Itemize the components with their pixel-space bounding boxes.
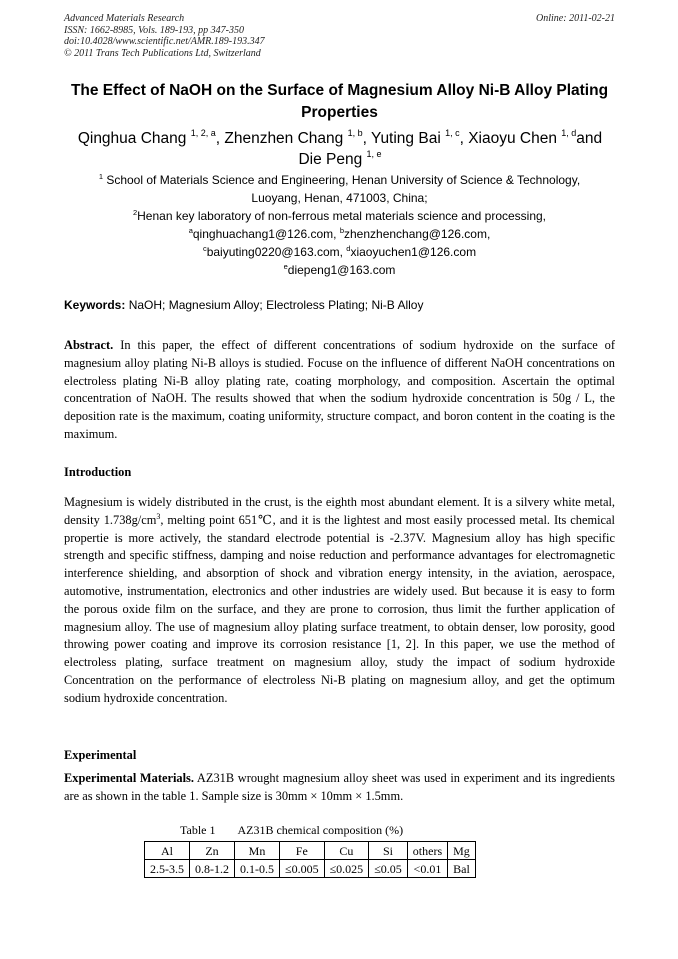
author-name: , Yuting Bai <box>362 130 441 147</box>
table-cell: 0.1-0.5 <box>235 860 280 878</box>
email-link[interactable]: zhenzhenchang@126.com, <box>344 227 491 241</box>
email-line-2 <box>64 243 615 261</box>
keywords-text: NaOH; Magnesium Alloy; Electroless Plating; Ni-B Alloy <box>125 298 424 312</box>
affiliation-2 <box>64 207 615 225</box>
affiliation-1 <box>64 171 615 189</box>
table-title: AZ31B chemical composition (%) <box>237 823 404 837</box>
table-caption <box>180 823 403 838</box>
keywords-label: Keywords: <box>64 298 126 312</box>
table-header-cell: others <box>407 842 447 860</box>
table-cell: ≤0.025 <box>324 860 369 878</box>
issn-line: ISSN: 1662-8985, Vols. 189-193, pp 347-350 <box>64 24 244 36</box>
table-header-cell: Al <box>145 842 190 860</box>
table-cell: <0.01 <box>407 860 447 878</box>
introduction-heading: Introduction <box>64 465 132 479</box>
author-name: Die Peng <box>298 151 363 168</box>
email-line-3 <box>64 261 615 279</box>
author-affil-mark: 1, b <box>347 128 363 138</box>
abstract-paragraph <box>64 337 615 444</box>
email-mark: d <box>346 244 351 253</box>
table-cell: 2.5-3.5 <box>145 860 190 878</box>
author-affil-mark: 1, d <box>561 128 577 138</box>
table-header-cell: Mg <box>448 842 476 860</box>
table-header-cell: Si <box>369 842 408 860</box>
email-mark: b <box>339 226 344 235</box>
author-name: Qinghua Chang <box>77 130 187 147</box>
table-header-cell: Mn <box>235 842 280 860</box>
table-header-row <box>145 842 476 860</box>
copyright-line: © 2011 Trans Tech Publications Ltd, Switzerland <box>64 47 261 59</box>
email-link[interactable]: xiaoyuchen1@126.com <box>350 245 477 259</box>
online-date: Online: 2011-02-21 <box>536 13 615 24</box>
journal-name: Advanced Materials Research <box>64 13 185 24</box>
table-number: Table 1 <box>180 823 216 837</box>
composition-table <box>144 841 476 878</box>
email-line-1 <box>64 225 615 243</box>
author-line-2 <box>60 149 620 170</box>
paper-title: The Effect of NaOH on the Surface of Magnesium Alloy Ni-B Alloy Plating Properties <box>70 82 609 121</box>
page-header <box>64 13 615 59</box>
author-affil-mark: 1, e <box>366 149 382 159</box>
doi-line: doi:10.4028/www.scientific.net/AMR.189-193.347 <box>64 36 265 47</box>
author-name: , Xiaoyu Chen <box>459 130 557 147</box>
email-link[interactable]: baiyuting0220@163.com, <box>206 245 347 259</box>
abstract-label: Abstract. <box>64 338 114 352</box>
affil-mark: 1 <box>98 172 103 181</box>
affiliation-1-cont: Luoyang, Henan, 471003, China; <box>251 191 428 205</box>
author-list <box>60 128 620 170</box>
author-affil-mark: 1, 2, a <box>190 128 216 138</box>
table-row <box>145 860 476 878</box>
affil-text: School of Materials Science and Engineering, Henan University of Science & Technology, <box>103 173 581 187</box>
table-cell: 0.8-1.2 <box>190 860 235 878</box>
materials-label: Experimental Materials. <box>64 771 194 785</box>
table-header-cell: Fe <box>280 842 325 860</box>
email-mark: e <box>283 262 288 271</box>
introduction-paragraph <box>64 494 615 708</box>
email-mark: c <box>202 244 207 253</box>
email-link[interactable]: qinghuachang1@126.com, <box>192 227 340 241</box>
intro-text: , melting point 651℃, and it is the lightest and most easily processed metal. Its chemical propertie is more actively, the standard electrode potential is -2.37V. Magnesium alloy has high specific strength and specific stiffness, damping and noise reduction and performance advantages for electromagnetic interference shielding, and absorption of shock and vibration energy intensity, in the aviation, aerospace, automotive, instrumentation, electronics and other industries are widely used. But because it is easy to form the porous oxide film on the surface, and they are prone to corrosion, thus limit the further application of magnesium alloy. The use of magnesium alloy plating surface treatment, to obtain denser, low porosity, good throwing power coating and improve its corrosion resistance [1, 2]. In this paper, we use the method of electroless plating, surface treatment on magnesium alloy, study the impact of sodium hydroxide Concentration on the performance of electroless Ni-B plating on magnesium alloy, and get the optimum sodium hydroxide concentration. <box>64 512 615 705</box>
abstract-text: In this paper, the effect of different concentrations of sodium hydroxide on the surface of magnesium alloy plating Ni-B alloys is studied. Focuse on the influence of different NaOH concentrations on electroless plating Ni-B alloy plating rate, coating morphology, and composition. Ascertain the optimal concentration of NaOH. The results showed that when the sodium hydroxide concentration is 50g / L, the deposition rate is the maximum, coating uniformity, structure compact, and boron content in the coating is the maximum. <box>64 338 615 441</box>
superscript: 3 <box>156 511 161 521</box>
author-conjunction: and <box>576 130 603 147</box>
table-cell: Bal <box>448 860 476 878</box>
intro-text: Magnesium is widely distributed in the crust, is the eighth most abundant element. It is a silvery white metal, density 1.738g/cm <box>64 495 615 527</box>
table-cell: ≤0.05 <box>369 860 408 878</box>
experimental-heading: Experimental <box>64 748 137 762</box>
author-line-1 <box>60 128 620 149</box>
email-link[interactable]: diepeng1@163.com <box>287 263 396 277</box>
author-name: , Zhenzhen Chang <box>215 130 344 147</box>
table-header-cell: Cu <box>324 842 369 860</box>
affil-text: Henan key laboratory of non-ferrous metal materials science and processing, <box>137 209 547 223</box>
materials-paragraph <box>64 770 615 806</box>
affiliations <box>64 171 615 279</box>
materials-text: AZ31B wrought magnesium alloy sheet was used in experiment and its ingredients are as shown in the table 1. Sample size is 30mm × 10mm × 1.5mm. <box>64 771 615 803</box>
affil-mark: 2 <box>132 208 138 217</box>
author-affil-mark: 1, c <box>445 128 460 138</box>
keywords-line <box>64 297 615 313</box>
email-mark: a <box>188 226 193 235</box>
table-header-cell: Zn <box>190 842 235 860</box>
table-cell: ≤0.005 <box>280 860 325 878</box>
